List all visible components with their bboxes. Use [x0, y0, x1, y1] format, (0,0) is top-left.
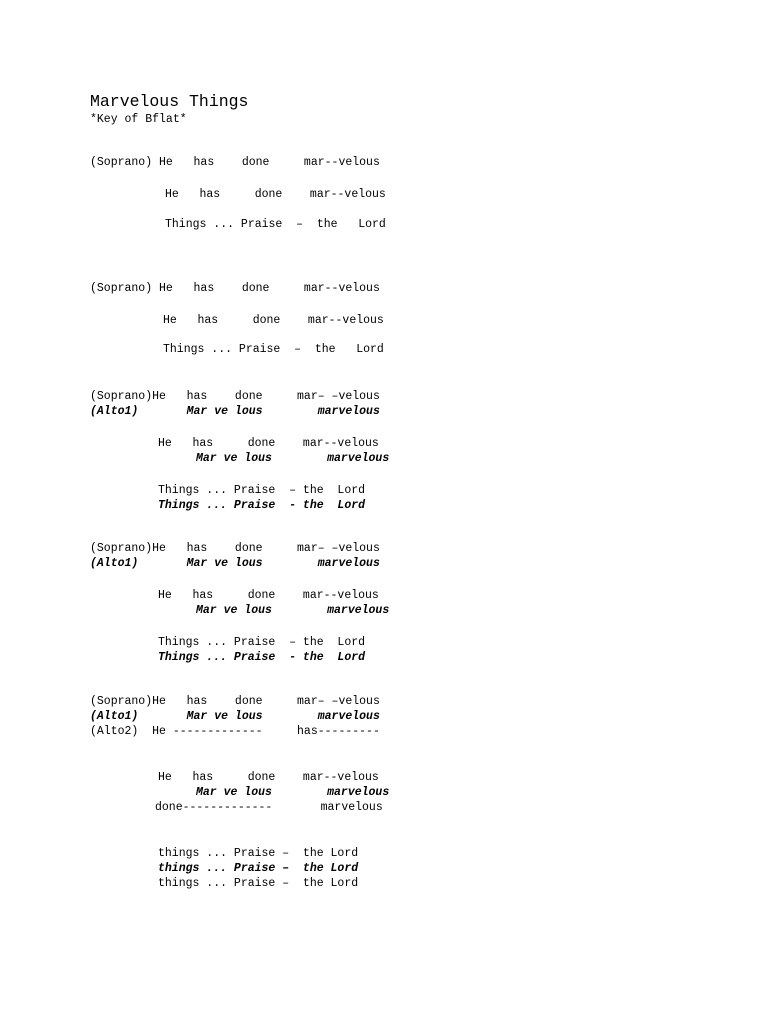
lyric-line-soprano-5a: (Soprano)He has done mar– –velous [90, 695, 380, 708]
lyric-line-alto2-5a: (Alto2) He ------------- has--------- [90, 725, 380, 738]
lyric-line-alto1-5c: things ... Praise – the Lord [158, 862, 359, 875]
lyric-line-soprano-2b: He has done mar--velous [163, 314, 384, 327]
lyric-line-soprano-4b: He has done mar--velous [158, 589, 379, 602]
lyric-line-alto1-5b: Mar ve lous marvelous [196, 786, 390, 799]
lyric-line-soprano-1c: Things ... Praise – the Lord [165, 218, 386, 231]
lyric-line-soprano-4a: (Soprano)He has done mar– –velous [90, 542, 380, 555]
lyric-line-soprano-3a: (Soprano)He has done mar– –velous [90, 390, 380, 403]
lyric-line-alto1-3a: (Alto1) Mar ve lous marvelous [90, 405, 380, 418]
key-note: *Key of Bflat* [90, 113, 187, 126]
lyric-line-soprano-2c: Things ... Praise – the Lord [163, 343, 384, 356]
lyric-line-alto1-4c: Things ... Praise - the Lord [158, 651, 366, 664]
lyric-line-alto1-3c: Things ... Praise - the Lord [158, 499, 366, 512]
lyric-line-soprano-1b: He has done mar--velous [165, 188, 386, 201]
lyric-line-alto1-4b: Mar ve lous marvelous [196, 604, 390, 617]
lyric-line-soprano-5c: things ... Praise – the Lord [158, 847, 359, 860]
lyric-line-alto1-5a: (Alto1) Mar ve lous marvelous [90, 710, 380, 723]
lyric-line-soprano-4c: Things ... Praise – the Lord [158, 636, 366, 649]
lyric-line-alto1-4a: (Alto1) Mar ve lous marvelous [90, 557, 380, 570]
lyric-line-alto2-5b: done------------- marvelous [155, 801, 383, 814]
lyric-line-soprano-1a: (Soprano) He has done mar--velous [90, 156, 380, 169]
lyric-line-alto1-3b: Mar ve lous marvelous [196, 452, 390, 465]
lyric-line-soprano-3c: Things ... Praise – the Lord [158, 484, 366, 497]
lyric-line-soprano-2a: (Soprano) He has done mar--velous [90, 282, 380, 295]
lyric-line-soprano-5b: He has done mar--velous [158, 771, 379, 784]
lyric-line-soprano-3b: He has done mar--velous [158, 437, 379, 450]
song-title: Marvelous Things [90, 92, 249, 111]
lyric-line-alto2-5c: things ... Praise – the Lord [158, 877, 359, 890]
